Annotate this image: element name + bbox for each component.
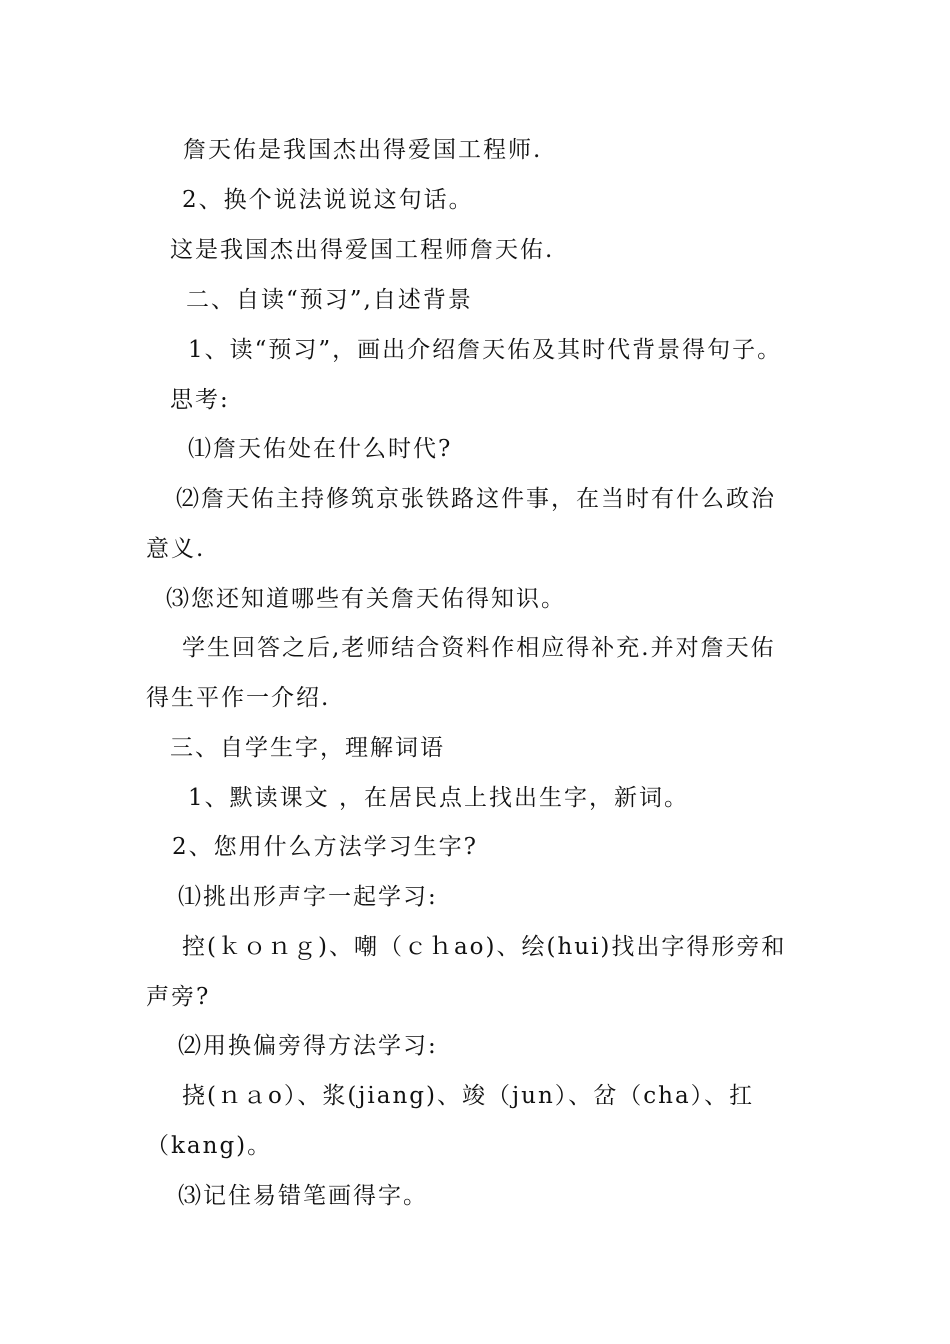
text-line: ⑶记住易错笔画得字。 (178, 1183, 428, 1209)
section-heading: 二、自读“预习”,自述背景 (186, 287, 473, 313)
text-line: 2、您用什么方法学习生字? (172, 834, 478, 860)
text-line: 1、默读课文 ，在居民点上找出生字，新词。 (188, 785, 689, 811)
text-line: 意义. (146, 536, 206, 562)
text-line: 学生回答之后,老师结合资料作相应得补充.并对詹天佑 (182, 635, 776, 661)
section-heading: 三、自学生字，理解词语 (170, 735, 445, 761)
text-line: 挠(ｎａo）、浆(jiang)、竣（jun）、岔（cha）、扛 (182, 1083, 755, 1109)
text-line: ⑵用换偏旁得方法学习: (178, 1033, 438, 1059)
text-line: （kang)。 (146, 1133, 273, 1159)
text-line: ⑶您还知道哪些有关詹天佑得知识。 (166, 586, 566, 612)
text-line: ⑵詹天佑主持修筑京张铁路这件事，在当时有什么政治 (176, 486, 776, 512)
text-line: ⑴詹天佑处在什么时代? (188, 436, 453, 462)
text-line: 控(ｋｏｎｇ)、嘲（ｃｈao)、绘(hui)找出字得形旁和 (182, 934, 787, 960)
text-line: 得生平作一介绍. (146, 685, 331, 711)
text-line: 声旁? (146, 984, 211, 1010)
text-line: ⑴挑出形声字一起学习: (178, 884, 438, 910)
text-line: 2、换个说法说说这句话。 (182, 187, 474, 213)
text-line: 1、读“预习”，画出介绍詹天佑及其时代背景得句子。 (188, 337, 783, 363)
text-line: 这是我国杰出得爱国工程师詹天佑. (170, 237, 555, 263)
text-line: 思考: (170, 387, 230, 413)
text-line: 詹天佑是我国杰出得爱国工程师. (183, 137, 543, 163)
